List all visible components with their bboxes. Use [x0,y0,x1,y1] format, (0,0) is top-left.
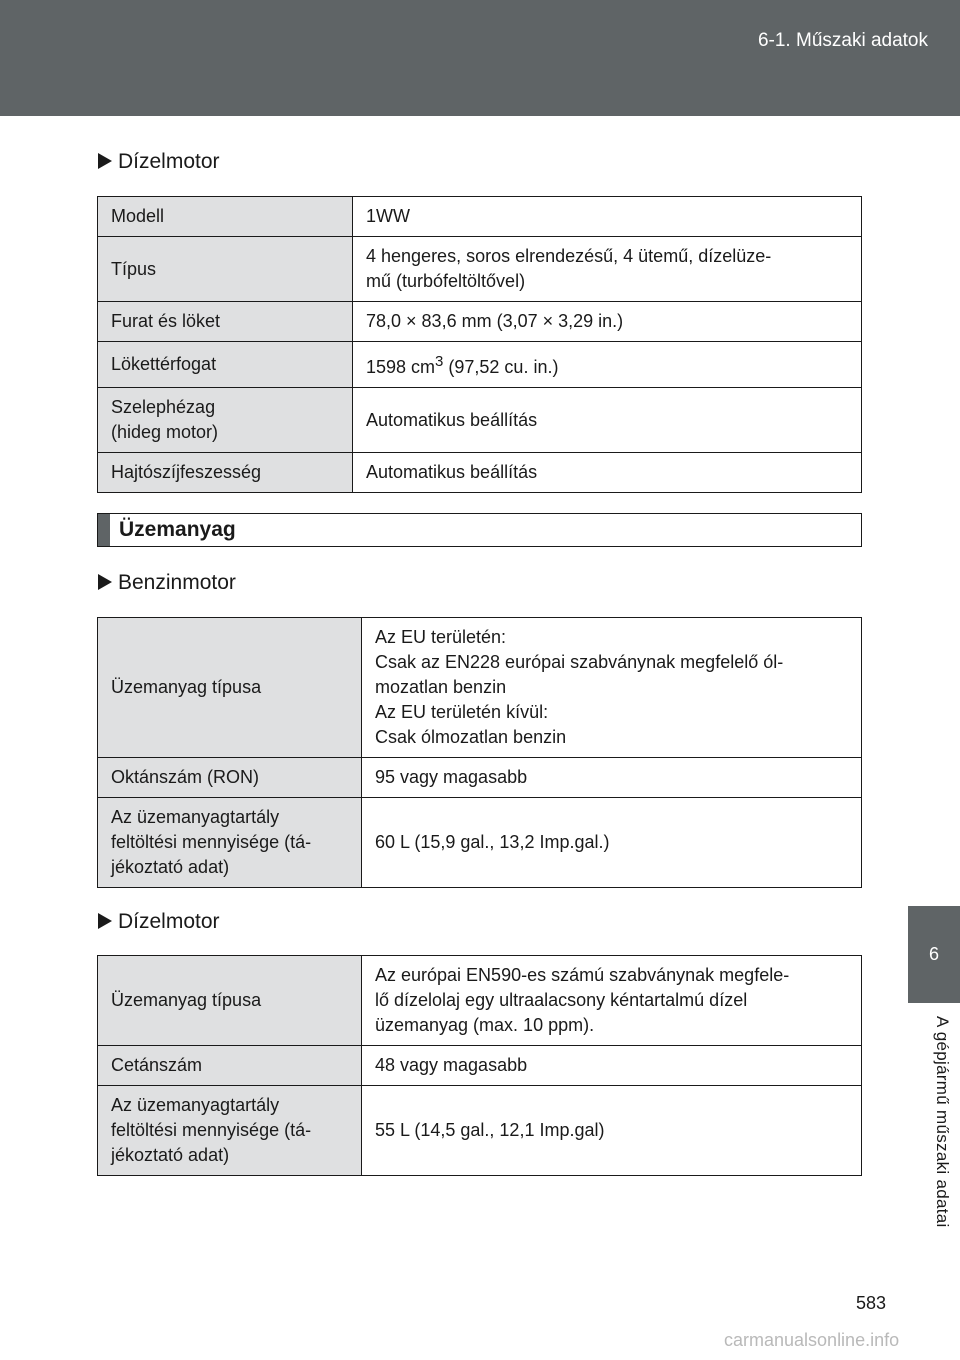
row-key-line: (hideg motor) [111,422,219,442]
row-key: Üzemanyag típusa [98,956,362,1046]
row-value-line: Az EU területén kívül: [375,702,549,722]
page-header [0,0,960,116]
row-key: Modell [98,197,353,237]
row-value-line: Csak ólmozatlan benzin [375,727,567,747]
diesel-fuel-heading [98,910,220,934]
row-value [353,342,862,388]
row-key-line: jékoztató adat) [111,857,230,877]
chapter-side-label: A gépjármű műszaki adatai [933,1016,952,1228]
triangle-bullet-icon [98,913,112,929]
row-key-line: Az üzemanyagtartály [111,1095,280,1115]
row-value-line: mű (turbófeltöltővel) [366,271,526,291]
row-key-line: jékoztató adat) [111,1145,230,1165]
page-number: 583 [856,1293,887,1313]
displacement-superscript: 3 [435,353,444,370]
row-value: 1WW [353,197,862,237]
diesel-fuel-heading-text: Dízelmotor [118,910,220,933]
table-row [98,956,862,1046]
petrol-engine-heading-text: Benzinmotor [118,571,236,594]
diesel-fuel-table [97,955,862,1176]
table-row [98,798,862,888]
row-value-line: üzemanyag (max. 10 ppm). [375,1015,595,1035]
table-row [98,1046,862,1086]
chapter-section-title: 6-1. Műszaki adatok [757,30,928,51]
row-key [98,388,353,453]
row-key: Típus [98,237,353,302]
row-key: Cetánszám [98,1046,362,1086]
watermark-text: carmanualsonline.info [724,1330,900,1350]
row-key-line: Szelephézag [111,397,216,417]
table-row [98,1086,862,1176]
fuel-section-band [97,513,862,547]
table-row [98,758,862,798]
table-row [98,302,862,342]
table-row [98,237,862,302]
row-value: 60 L (15,9 gal., 13,2 Imp.gal.) [362,798,862,888]
diesel-engine-table [97,196,862,493]
row-value [353,237,862,302]
triangle-bullet-icon [98,574,112,590]
row-key: Oktánszám (RON) [98,758,362,798]
row-value-line: 4 hengeres, soros elrendezésű, 4 ütemű, dízelüze- [366,246,772,266]
triangle-bullet-icon [98,153,112,169]
row-value-line: Az európai EN590-es számú szabványnak megfele- [375,965,790,985]
table-row [98,388,862,453]
table-row [98,342,862,388]
table-row [98,197,862,237]
row-key-line: feltöltési mennyisége (tá- [111,832,312,852]
band-accent-bar [98,514,110,546]
row-value-line: Az EU területén: [375,627,507,647]
row-value-line: lő dízelolaj egy ultraalacsony kéntartalmú dízel [375,990,748,1010]
row-value: 55 L (14,5 gal., 12,1 Imp.gal) [362,1086,862,1176]
row-value [362,956,862,1046]
chapter-tab: 6 [908,906,960,1003]
row-value [362,618,862,758]
row-key: Üzemanyag típusa [98,618,362,758]
row-key [98,1086,362,1176]
row-key-line: feltöltési mennyisége (tá- [111,1120,312,1140]
displacement-value-suffix: (97,52 cu. in.) [443,357,559,377]
row-value-line: Csak az EN228 európai szabványnak megfelelő ól- [375,652,784,672]
row-key: Lökettérfogat [98,342,353,388]
row-value: 95 vagy magasabb [362,758,862,798]
row-value: 78,0 × 83,6 mm (3,07 × 3,29 in.) [353,302,862,342]
table-row [98,618,862,758]
diesel-engine-heading [98,150,220,174]
row-key [98,798,362,888]
petrol-engine-heading [98,571,236,595]
diesel-engine-heading-text: Dízelmotor [118,150,220,173]
row-value-line: mozatlan benzin [375,677,507,697]
row-key: Hajtószíjfeszesség [98,453,353,493]
fuel-section-title: Üzemanyag [119,518,236,541]
row-value: Automatikus beállítás [353,453,862,493]
row-key-line: Az üzemanyagtartály [111,807,280,827]
row-value: Automatikus beállítás [353,388,862,453]
table-row [98,453,862,493]
row-value: 48 vagy magasabb [362,1046,862,1086]
row-key: Furat és löket [98,302,353,342]
displacement-value: 1598 cm [366,357,436,377]
petrol-fuel-table [97,617,862,888]
